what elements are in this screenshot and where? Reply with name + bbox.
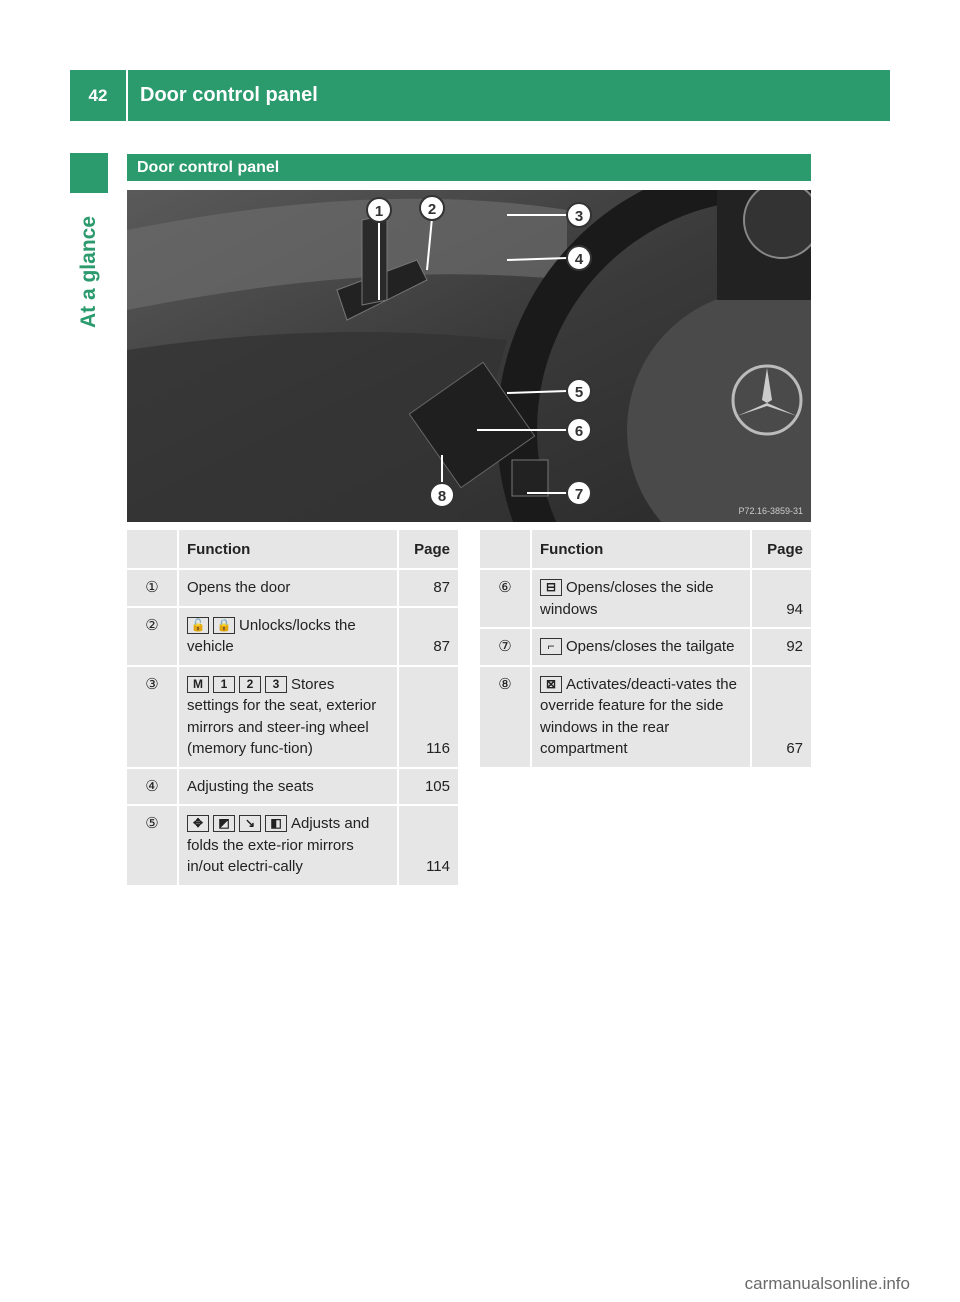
- callout-5: 5: [574, 384, 584, 401]
- row-function-text: Unlocks/locks the vehicle: [187, 616, 356, 655]
- row-function-text: Adjusting the seats: [187, 777, 314, 795]
- row-page: 105: [399, 769, 458, 805]
- header-title: Door control panel: [140, 84, 318, 106]
- function-table-left: [127, 528, 458, 887]
- control-symbol-icon: ⊠: [540, 676, 562, 693]
- control-symbol-icon: 3: [265, 676, 287, 693]
- table-row: [127, 806, 458, 885]
- table-row: [127, 570, 458, 606]
- callout-3: 3: [574, 208, 584, 225]
- row-function-text: Opens/closes the side windows: [540, 579, 714, 618]
- table-row: [480, 667, 811, 767]
- row-function-text: Opens the door: [187, 579, 291, 596]
- callout-2: 2: [427, 201, 437, 218]
- row-function: [179, 570, 399, 606]
- control-symbol-icon: 🔒: [213, 617, 235, 634]
- function-table-right: [480, 528, 811, 769]
- control-symbol-icon: ⊟: [540, 579, 562, 596]
- row-number: ⑥: [480, 570, 532, 627]
- row-number: ③: [127, 667, 179, 767]
- row-number: ⑤: [127, 806, 179, 885]
- page-header: [70, 70, 890, 121]
- row-number: ④: [127, 769, 179, 805]
- row-function-text: Opens/closes the tailgate: [566, 638, 735, 655]
- row-page: 94: [752, 570, 811, 627]
- row-function: [532, 667, 752, 767]
- section-title: Door control panel: [127, 154, 811, 181]
- header-function: Function: [532, 530, 752, 568]
- row-number: ②: [127, 608, 179, 665]
- callout-7: 7: [574, 486, 584, 503]
- control-symbol-icon: 2: [239, 676, 261, 693]
- callout-6: 6: [574, 423, 584, 440]
- control-symbol-icon: ◧: [265, 815, 287, 832]
- callout-1: 1: [374, 203, 384, 220]
- row-function: [179, 806, 399, 885]
- header-num: [480, 530, 532, 568]
- row-page: 87: [399, 608, 458, 665]
- control-symbol-icon: 🔓: [187, 617, 209, 634]
- header-page: Page: [752, 530, 811, 568]
- side-tab-label: At a glance: [77, 215, 100, 329]
- header-page: Page: [399, 530, 458, 568]
- control-symbol-icon: M: [187, 676, 209, 693]
- table-row: [127, 667, 458, 767]
- door-panel-photo: [127, 190, 811, 522]
- row-function: [179, 667, 399, 767]
- callout-8: 8: [437, 488, 447, 505]
- header-num: [127, 530, 179, 568]
- table-row: [480, 629, 811, 665]
- row-function: [179, 769, 399, 805]
- table-row: [480, 570, 811, 627]
- row-number: ①: [127, 570, 179, 606]
- row-page: 87: [399, 570, 458, 606]
- control-symbol-icon: 1: [213, 676, 235, 693]
- control-symbol-icon: ↘: [239, 815, 261, 832]
- control-symbol-icon: ◩: [213, 815, 235, 832]
- control-symbol-icon: ✥: [187, 815, 209, 832]
- row-page: 67: [752, 667, 811, 767]
- table-row: [127, 608, 458, 665]
- row-function: [179, 608, 399, 665]
- row-function-text: Adjusts and folds the exte-rior mirrors in/out electri-cally: [187, 815, 370, 875]
- row-function-text: Activates/deacti-vates the override feature for the side windows in the rear compartment: [540, 675, 737, 757]
- callout-4: 4: [574, 251, 584, 268]
- side-tab-marker: [70, 153, 108, 193]
- row-page: 92: [752, 629, 811, 665]
- row-page: 114: [399, 806, 458, 885]
- photo-code: P72.16-3859-31: [738, 506, 803, 516]
- row-function: [532, 629, 752, 665]
- row-function-text: Stores settings for the seat, exterior mirrors and steer-ing wheel (memory func-tion): [187, 675, 377, 757]
- table-row: [127, 769, 458, 805]
- row-number: ⑦: [480, 629, 532, 665]
- row-number: ⑧: [480, 667, 532, 767]
- row-page: 116: [399, 667, 458, 767]
- row-function: [532, 570, 752, 627]
- control-symbol-icon: ⌐: [540, 638, 562, 655]
- watermark: carmanualsonline.info: [744, 1274, 910, 1293]
- page-number: 42: [88, 85, 108, 105]
- header-function: Function: [179, 530, 399, 568]
